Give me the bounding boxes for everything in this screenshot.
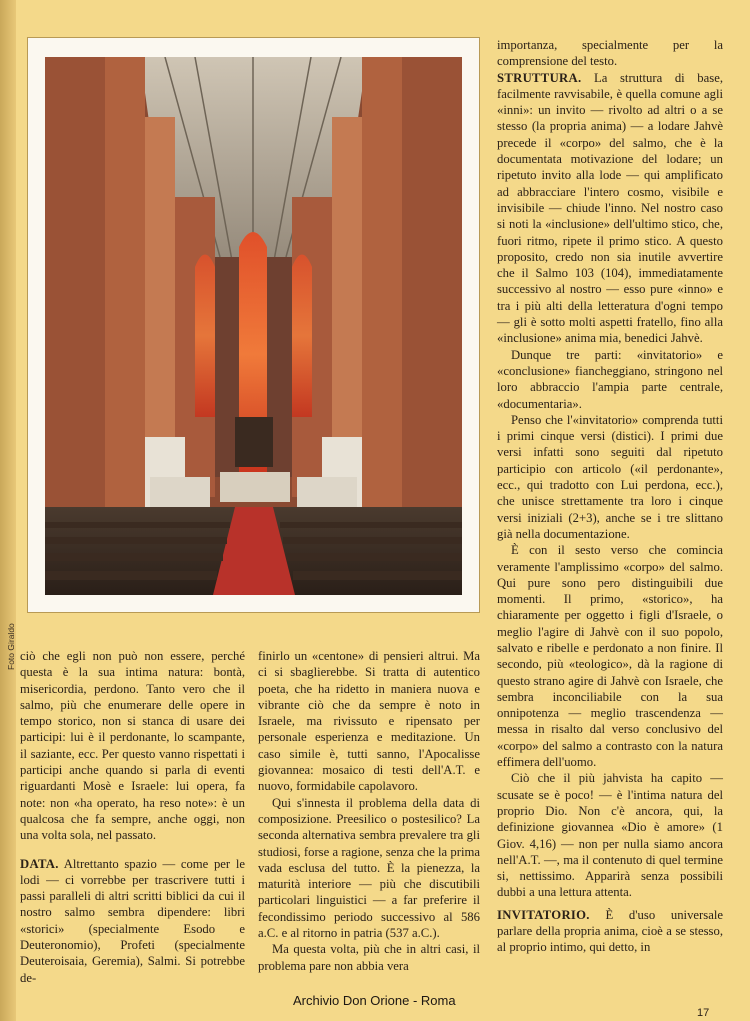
paragraph-text: Altrettanto spazio — come per le lodi — ci vorrebbe per trascrivere tutti i passi paralleli di altri scritti biblici da cui il nostro salmo sembra dipendere: libri «storici» (specialmente Esodo e Deuteronomio), Profeti (specialmente Deuteroisaia, Geremia), Salmi. Si potrebbe de- xyxy=(20,856,245,985)
archive-stamp: Archivio Don Orione - Roma xyxy=(293,993,456,1008)
photo-frame xyxy=(27,37,480,613)
page-edge xyxy=(0,0,16,1021)
paragraph: Dunque tre parti: «invitatorio» e «conclusione» fiancheggiano, stringono nel loro abbraccio l'ampia parte centrale, «documentaria». xyxy=(497,347,723,411)
paragraph: Qui s'innesta il problema della data di composizione. Preesilico o postesilico? La seconda alternativa sembra prevalere tra gli studiosi, forse a ragione, senza che la prima vada esclusa del tutto. È la pienezza, la maturità interiore — più che discutibili particolari linguistici — a far preferire il fecondissimo periodo successivo al 586 a.C. e al ritorno in patria (537 a.C.). xyxy=(258,795,480,941)
right-column xyxy=(497,37,723,956)
paragraph: finirlo un «centone» di pensieri altrui. Ma ci si sbaglierebbe. Si tratta di autentico poeta, che ha ridetto in maniera nuova e vibrante ciò che da sempre è noto in Israele, ma rivissuto e ripensato per personale esperienza e meditazione. Un caso simile è, tutti sanno, l'Apocalisse giovannea: mosaico di testi dell'A.T. e nuovo, formidabile capolavoro. xyxy=(258,649,480,794)
section-heading-invitatorio: INVITATORIO. xyxy=(497,907,590,922)
left-column xyxy=(20,648,245,986)
section-heading-data: DATA. xyxy=(20,856,59,871)
paragraph: È con il sesto verso che comincia veramente l'amplissimo «corpo» del salmo. Qui pure sono pero distinguibili due momenti. Il primo, «storico», ha chiaramente per oggetto i figli d'Israele, o meglio l'agire di Jahvè con il suo popolo, salvato e ribelle e perdonato a non finire. Il secondo, più «teologico», dà la ragione di questo strano agire di Jahvè con Israele, che sembra inconciliabile con la sua onnipotenza — meglio trascendenza — messa in risalto dal verso conclusivo del «corpo» del salmo a contrasto con la natura effimera dell'uomo. xyxy=(497,543,723,770)
middle-column xyxy=(258,648,480,974)
paragraph-text: La struttura di base, facilmente ravvisabile, è quella comune agli «inni»: un invito — rivolto ad altri o a se stesso (la propria anima) — a lodare Jahvè precede il «corpo» del salmo, che è la documentata motivazione del lodare; un ripetuto invito alla lode — qui amplificato ad abbracciare l'intero cosmo, visibile e invisibile — chiude l'inno. Nel nostro caso si noti la «inclusione» dell'ultimo stico, che, fuori ritmo, ripete il primo stico. A questo proposito, credo non sia inutile avvertire che il Salmo 103 (104), immediatamente successivo al nostro — esso pure «inno» e tra i più alti della letteratura d'ogni tempo — gli è sotto molti aspetti fratello, fino alla «inclusione» anima mia, benedici Jahvè. xyxy=(497,70,723,346)
photo-credit: Foto Giraldo xyxy=(6,623,16,670)
paragraph: Penso che l'«invitatorio» comprenda tutti i primi cinque versi (distici). I primi due versi infatti sono seguiti dal ripetuto participio con articolo («il perdonante», ecc., qui tradotto con Lui perdona, ecc.), che unisce strettamente tra loro i cinque versi iniziali (2+3), anche se i tre slittano già nella documentazione. xyxy=(497,412,723,541)
paragraph: Ma questa volta, più che in altri casi, il problema pare non abbia vera xyxy=(258,942,480,973)
page-number: 17 xyxy=(697,1007,710,1019)
paragraph-text: È d'uso universale parlare della propria anima, cioè a se stesso, al proprio intimo, qui detto, in xyxy=(497,907,723,955)
paragraph: Ciò che il più jahvista ha capito — scusate se è poco! — è l'intima natura del proprio Dio. Non c'è ancora, qui, la definizione giovannea «Dio è amore» (1 Giov. 4,16) — non per nulla siamo ancora nell'A.T. —, ma il contenuto di quel termine si, nettissimo. Apparirà senza possibili dubbi a una lettura attenta. xyxy=(497,771,723,900)
church-interior-photo xyxy=(45,57,462,595)
paragraph: importanza, specialmente per la comprensione del testo. xyxy=(497,38,723,69)
section-heading-struttura: STRUTTURA. xyxy=(497,70,582,85)
paragraph: ciò che egli non può non essere, perché questa è la sua intima natura: bontà, misericordia, perdono. Tanto vero che il salmo, più che enumerare delle opere in tempo storico, non si stanca di usare dei participi: lui è il perdonante, lo scampante, il saziante, ecc. Per questo vanno rispettati i participi anche quando si parla di eventi riguardanti Mosè e Israele: lui opera, fa note: non «ha operato, ha reso note»: è un qualcosa che fa sempre, anche oggi, non una volta sola, nel passato. xyxy=(20,649,245,843)
